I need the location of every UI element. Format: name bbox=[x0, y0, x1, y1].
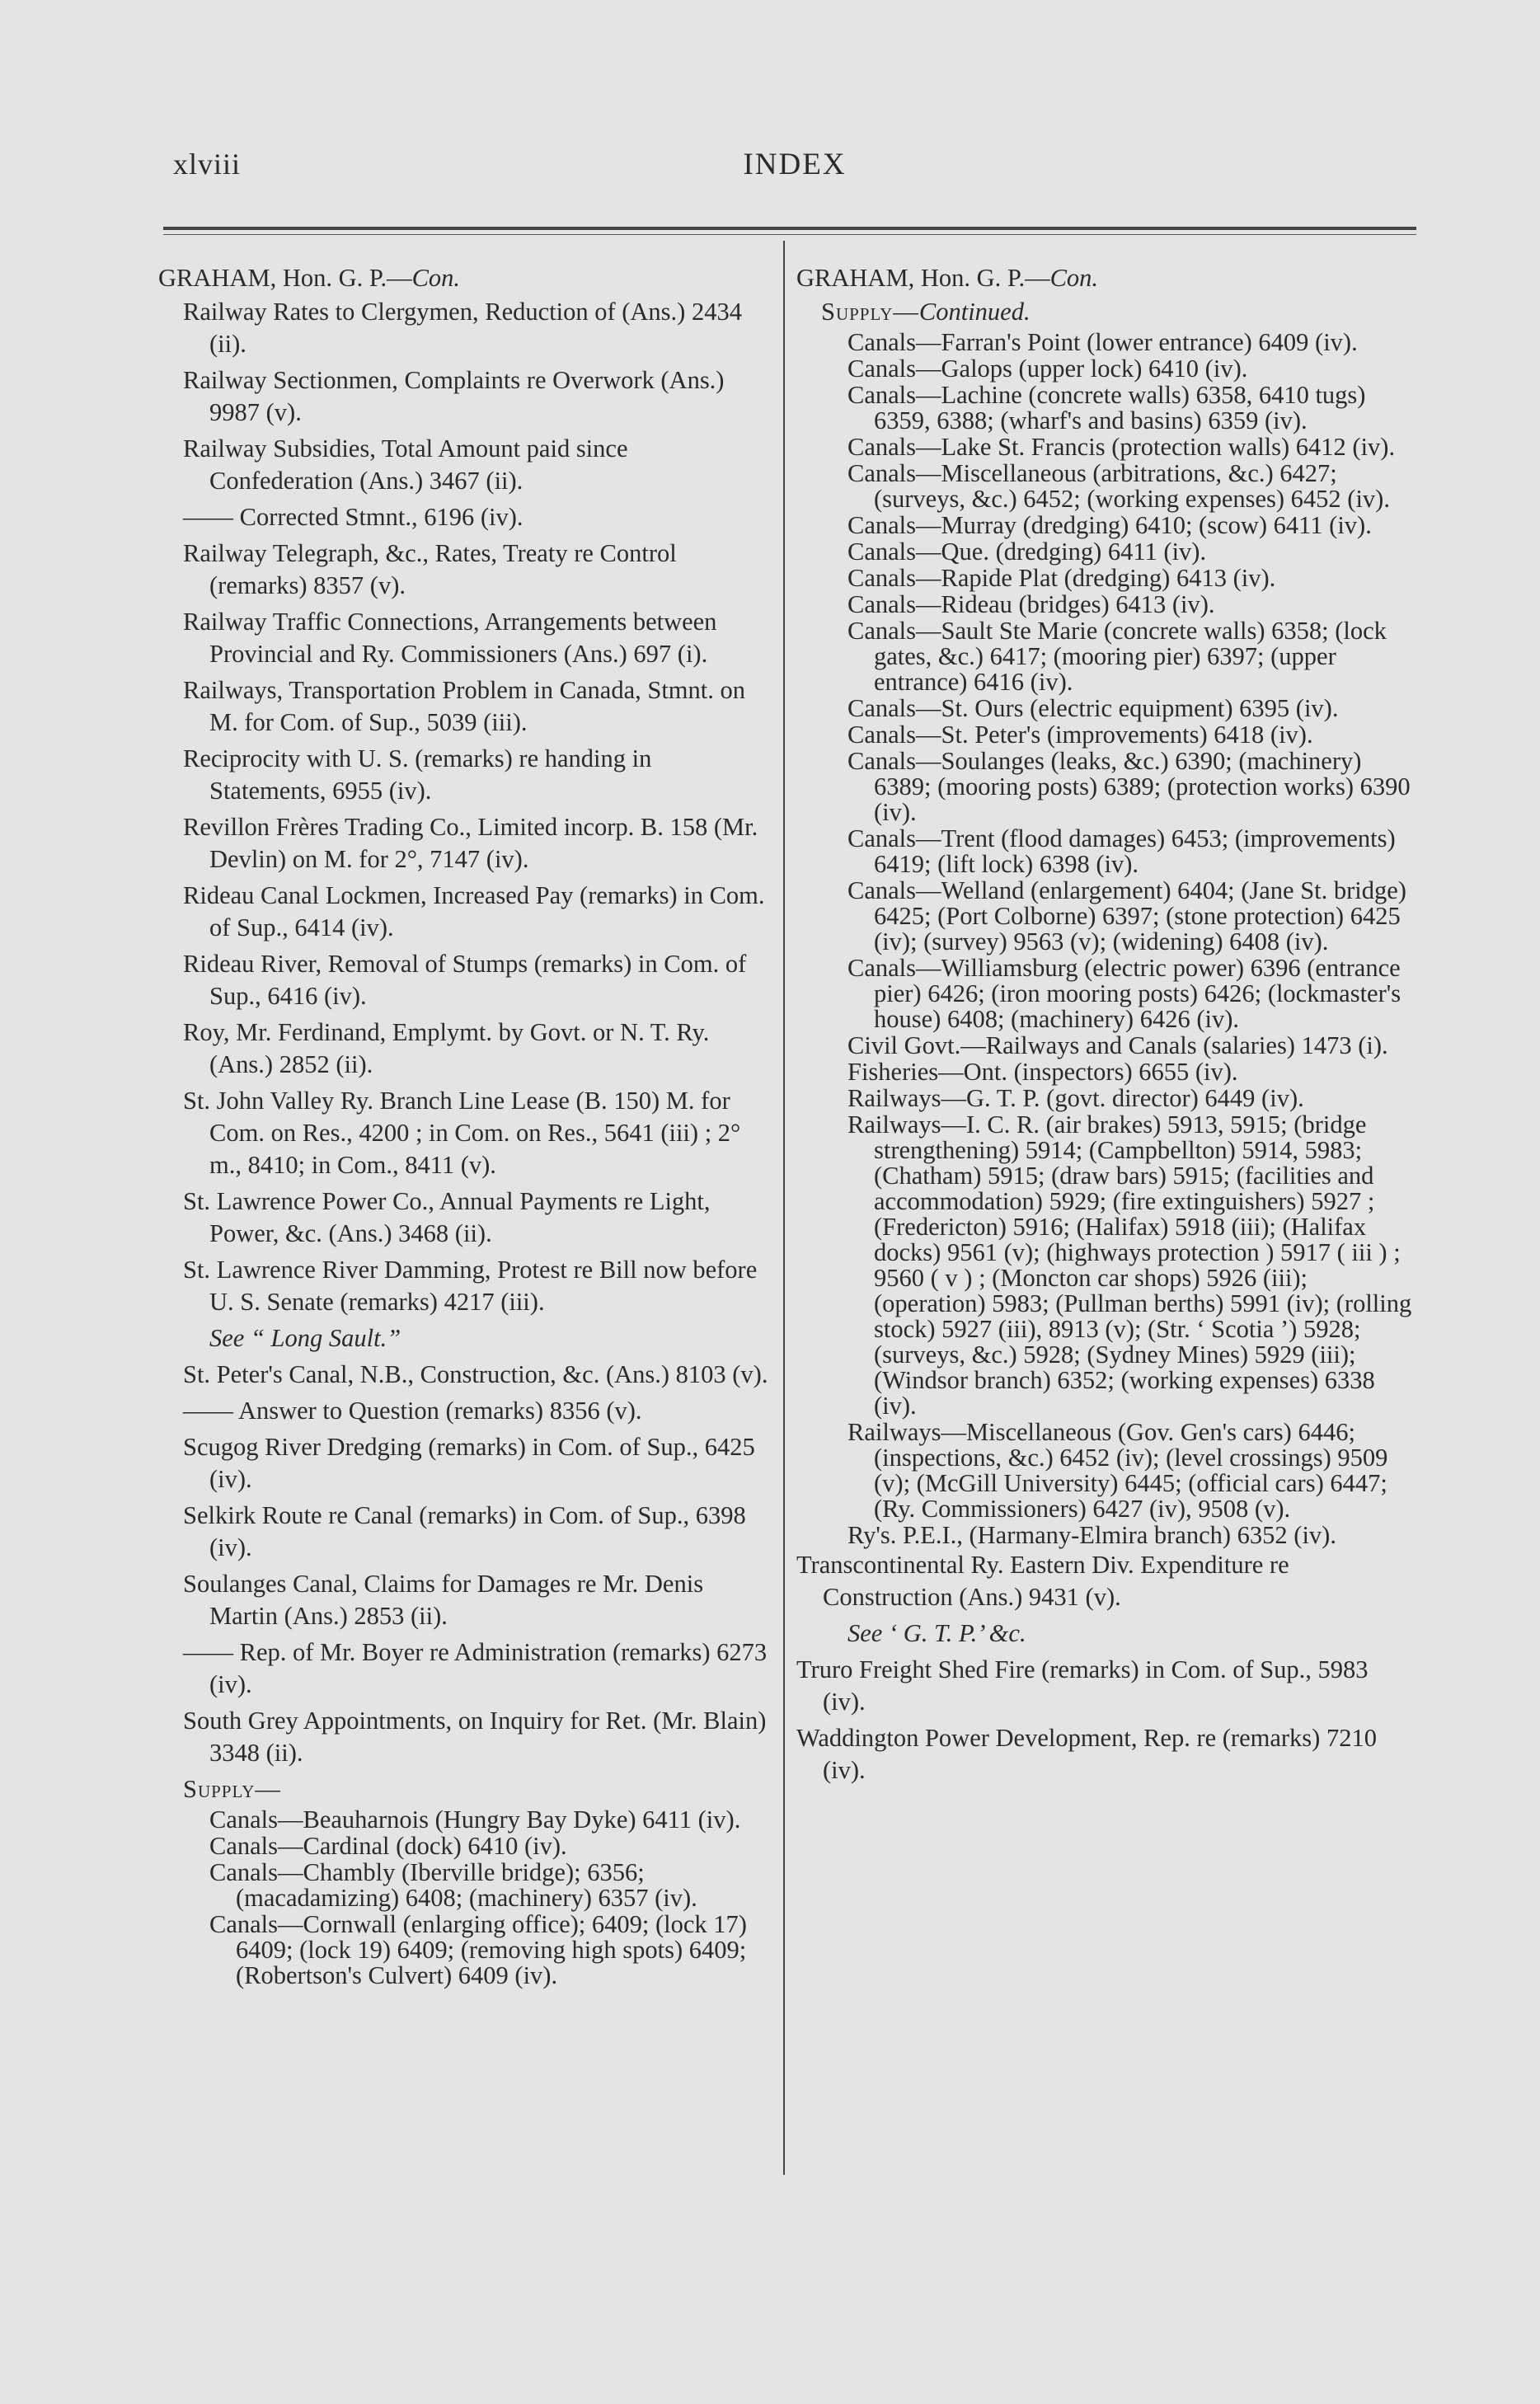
column-divider bbox=[783, 241, 785, 2175]
index-entry: Transcontinental Ry. Eastern Div. Expenditure re Construction (Ans.) 9431 (v). bbox=[796, 1551, 1289, 1611]
index-entry: St. Lawrence Power Co., Annual Payments re Light, Power, &c. (Ans.) 3468 (ii). bbox=[183, 1187, 711, 1247]
header-rule-thin bbox=[163, 234, 1416, 235]
supply-label: Supply— bbox=[183, 1775, 281, 1803]
index-heading bbox=[796, 262, 1416, 294]
supply-entry: Canals—Trent (flood damages) 6453; (improvements) 6419; (lift lock) 6398 (iv). bbox=[847, 824, 1396, 878]
see-also-reference: See ‘ G. T. P.’ &c. bbox=[847, 1619, 1026, 1647]
index-subentry: —— Corrected Stmnt., 6196 (iv). bbox=[183, 503, 524, 531]
index-entry: St. John Valley Ry. Branch Line Lease (B. 150) M. for Com. on Res., 4200 ; in Com. on Res., 5641 (iii) ; 2° m., 8410; in Com., 8411 (v). bbox=[183, 1087, 741, 1179]
supply-entry: Canals—Cardinal (dock) 6410 (iv). bbox=[209, 1832, 567, 1860]
index-entry: Railway Subsidies, Total Amount paid since Confederation (Ans.) 3467 (ii). bbox=[183, 434, 628, 495]
index-entry: St. Peter's Canal, N.B., Construction, &c. (Ans.) 8103 (v). bbox=[183, 1360, 768, 1388]
index-entry: Soulanges Canal, Claims for Damages re Mr. Denis Martin (Ans.) 2853 (ii). bbox=[183, 1570, 704, 1630]
see-also-reference: See “ Long Sault.” bbox=[209, 1324, 401, 1352]
index-entry: Reciprocity with U. S. (remarks) re handing in Statements, 6955 (iv). bbox=[183, 744, 652, 805]
supply-entry: Canals—Murray (dredging) 6410; (scow) 6411 (iv). bbox=[847, 511, 1372, 539]
index-entry: Rideau Canal Lockmen, Increased Pay (remarks) in Com. of Sup., 6414 (iv). bbox=[183, 881, 765, 941]
index-entry: Selkirk Route re Canal (remarks) in Com. of Sup., 6398 (iv). bbox=[183, 1501, 746, 1561]
index-entry: St. Lawrence River Damming, Protest re Bill now before U. S. Senate (remarks) 4217 (iii). bbox=[183, 1256, 758, 1316]
index-heading bbox=[158, 262, 772, 294]
supply-entry: Canals—Galops (upper lock) 6410 (iv). bbox=[847, 354, 1248, 383]
supply-entry: Railways—Miscellaneous (Gov. Gen's cars) 6446; (inspections, &c.) 6452 (iv); (level crossings) 9509 (v); (McGill University) 6445; (official cars) 6447; (Ry. Commissioners) 6427 (iv), 9508 (v). bbox=[847, 1418, 1388, 1523]
index-entry: Railway Sectionmen, Complaints re Overwork (Ans.) 9987 (v). bbox=[183, 366, 725, 426]
supply-entry: Canals—Que. (dredging) 6411 (iv). bbox=[847, 538, 1207, 566]
supply-label bbox=[821, 296, 1416, 328]
supply-entry: Canals—Miscellaneous (arbitrations, &c.) 6427; (surveys, &c.) 6452; (working expenses) 6452 (iv). bbox=[847, 459, 1390, 513]
supply-label-text: Supply— bbox=[821, 298, 919, 326]
supply-entry: Canals—Farran's Point (lower entrance) 6409 (iv). bbox=[847, 328, 1358, 356]
heading-continued: Con. bbox=[1049, 264, 1099, 292]
supply-entry: Canals—St. Ours (electric equipment) 6395 (iv). bbox=[847, 694, 1339, 722]
supply-entry: Canals—Soulanges (leaks, &c.) 6390; (machinery) 6389; (mooring posts) 6389; (protection works) 6390 (iv). bbox=[847, 747, 1411, 826]
header-rule-thick bbox=[163, 227, 1416, 230]
index-entry: Scugog River Dredging (remarks) in Com. of Sup., 6425 (iv). bbox=[183, 1433, 755, 1493]
supply-entry: Railways—I. C. R. (air brakes) 5913, 5915; (bridge strengthening) 5914; (Campbellton) 5914, 5983; (Chatham) 5915; (draw bars) 5915; (facilities and accommodation) 5929; (fire extinguishers) 5927 ; (Fredericton) 5916; (Halifax) 5918 (iii); (Halifax docks) 9561 (v); (highways protection ) 5917 ( iii ) ; 9560 ( v ) ; (Moncton car shops) 5926 (iii); (operation) 5983; (Pullman berths) 5991 (iv); (rolling stock) 5927 (iii), 8913 (v); (Str. ‘ Scotia ’) 5928; (surveys, &c.) 5928; (Sydney Mines) 5929 (iii); (Windsor branch) 6352; (working expenses) 6338 (iv). bbox=[847, 1110, 1412, 1420]
supply-entry: Canals—Chambly (Iberville bridge); 6356; (macadamizing) 6408; (machinery) 6357 (iv). bbox=[209, 1858, 697, 1912]
supply-entry: Canals—Williamsburg (electric power) 6396 (entrance pier) 6426; (iron mooring posts) 6426; (lockmaster's house) 6408; (machinery) 6426 (iv). bbox=[847, 954, 1401, 1033]
index-entry: Railway Telegraph, &c., Rates, Treaty re Control (remarks) 8357 (v). bbox=[183, 539, 677, 599]
index-entry: Truro Freight Shed Fire (remarks) in Com. of Sup., 5983 (iv). bbox=[796, 1655, 1369, 1716]
left-column bbox=[158, 262, 772, 1989]
index-entry: Railway Traffic Connections, Arrangements between Provincial and Ry. Commissioners (Ans.) 697 (i). bbox=[183, 608, 717, 668]
index-entry: Waddington Power Development, Rep. re (remarks) 7210 (iv). bbox=[796, 1724, 1377, 1784]
index-entry: South Grey Appointments, on Inquiry for Ret. (Mr. Blain) 3348 (ii). bbox=[183, 1707, 767, 1767]
supply-entry: Railways—G. T. P. (govt. director) 6449 (iv). bbox=[847, 1084, 1304, 1112]
supply-entry: Canals—Sault Ste Marie (concrete walls) 6358; (lock gates, &c.) 6417; (mooring pier) 6397; (upper entrance) 6416 (iv). bbox=[847, 617, 1387, 696]
supply-entry: Canals—Lachine (concrete walls) 6358, 6410 tugs) 6359, 6388; (wharf's and basins) 6359 (iv). bbox=[847, 381, 1366, 434]
supply-entry: Civil Govt.—Railways and Canals (salaries) 1473 (i). bbox=[847, 1031, 1388, 1059]
supply-entry: Canals—Rapide Plat (dredging) 6413 (iv). bbox=[847, 564, 1276, 592]
page-number: xlviii bbox=[173, 148, 242, 181]
page-header bbox=[173, 147, 1416, 188]
supply-entry: Canals—Welland (enlargement) 6404; (Jane St. bridge) 6425; (Port Colborne) 6397; (stone protection) 6425 (iv); (survey) 9563 (v); (widening) 6408 (iv). bbox=[847, 876, 1406, 955]
supply-entry: Canals—Cornwall (enlarging office); 6409; (lock 17) 6409; (lock 19) 6409; (removing high spots) 6409; (Robertson's Culvert) 6409 (iv). bbox=[209, 1910, 747, 1989]
heading-name: GRAHAM, Hon. G. P.— bbox=[158, 264, 412, 292]
heading-continued: Con. bbox=[411, 264, 461, 292]
supply-entry: Fisheries—Ont. (inspectors) 6655 (iv). bbox=[847, 1058, 1238, 1086]
heading-name: GRAHAM, Hon. G. P.— bbox=[796, 264, 1050, 292]
index-subentry: —— Rep. of Mr. Boyer re Administration (remarks) 6273 (iv). bbox=[183, 1638, 768, 1698]
index-entry: Railway Rates to Clergymen, Reduction of (Ans.) 2434 (ii). bbox=[183, 298, 742, 358]
page-title: INDEX bbox=[743, 148, 847, 181]
index-subentry: —— Answer to Question (remarks) 8356 (v). bbox=[183, 1397, 642, 1425]
supply-entry: Canals—Lake St. Francis (protection walls) 6412 (iv). bbox=[847, 433, 1396, 461]
index-entry: Rideau River, Removal of Stumps (remarks) in Com. of Sup., 6416 (iv). bbox=[183, 950, 747, 1010]
supply-continued: Continued. bbox=[918, 298, 1031, 326]
right-column bbox=[796, 262, 1416, 1791]
supply-entry: Canals—St. Peter's (improvements) 6418 (iv). bbox=[847, 721, 1313, 749]
index-entry: Roy, Mr. Ferdinand, Emplymt. by Govt. or N. T. Ry. (Ans.) 2852 (ii). bbox=[183, 1018, 710, 1078]
supply-entry: Canals—Beauharnois (Hungry Bay Dyke) 6411 (iv). bbox=[209, 1805, 741, 1834]
supply-entry: Canals—Rideau (bridges) 6413 (iv). bbox=[847, 590, 1215, 618]
index-entry: Railways, Transportation Problem in Canada, Stmnt. on M. for Com. of Sup., 5039 (iii). bbox=[183, 676, 745, 736]
supply-entry: Ry's. P.E.I., (Harmany-Elmira branch) 6352 (iv). bbox=[847, 1521, 1336, 1549]
index-entry: Revillon Frères Trading Co., Limited incorp. B. 158 (Mr. Devlin) on M. for 2°, 7147 (iv). bbox=[183, 813, 758, 873]
